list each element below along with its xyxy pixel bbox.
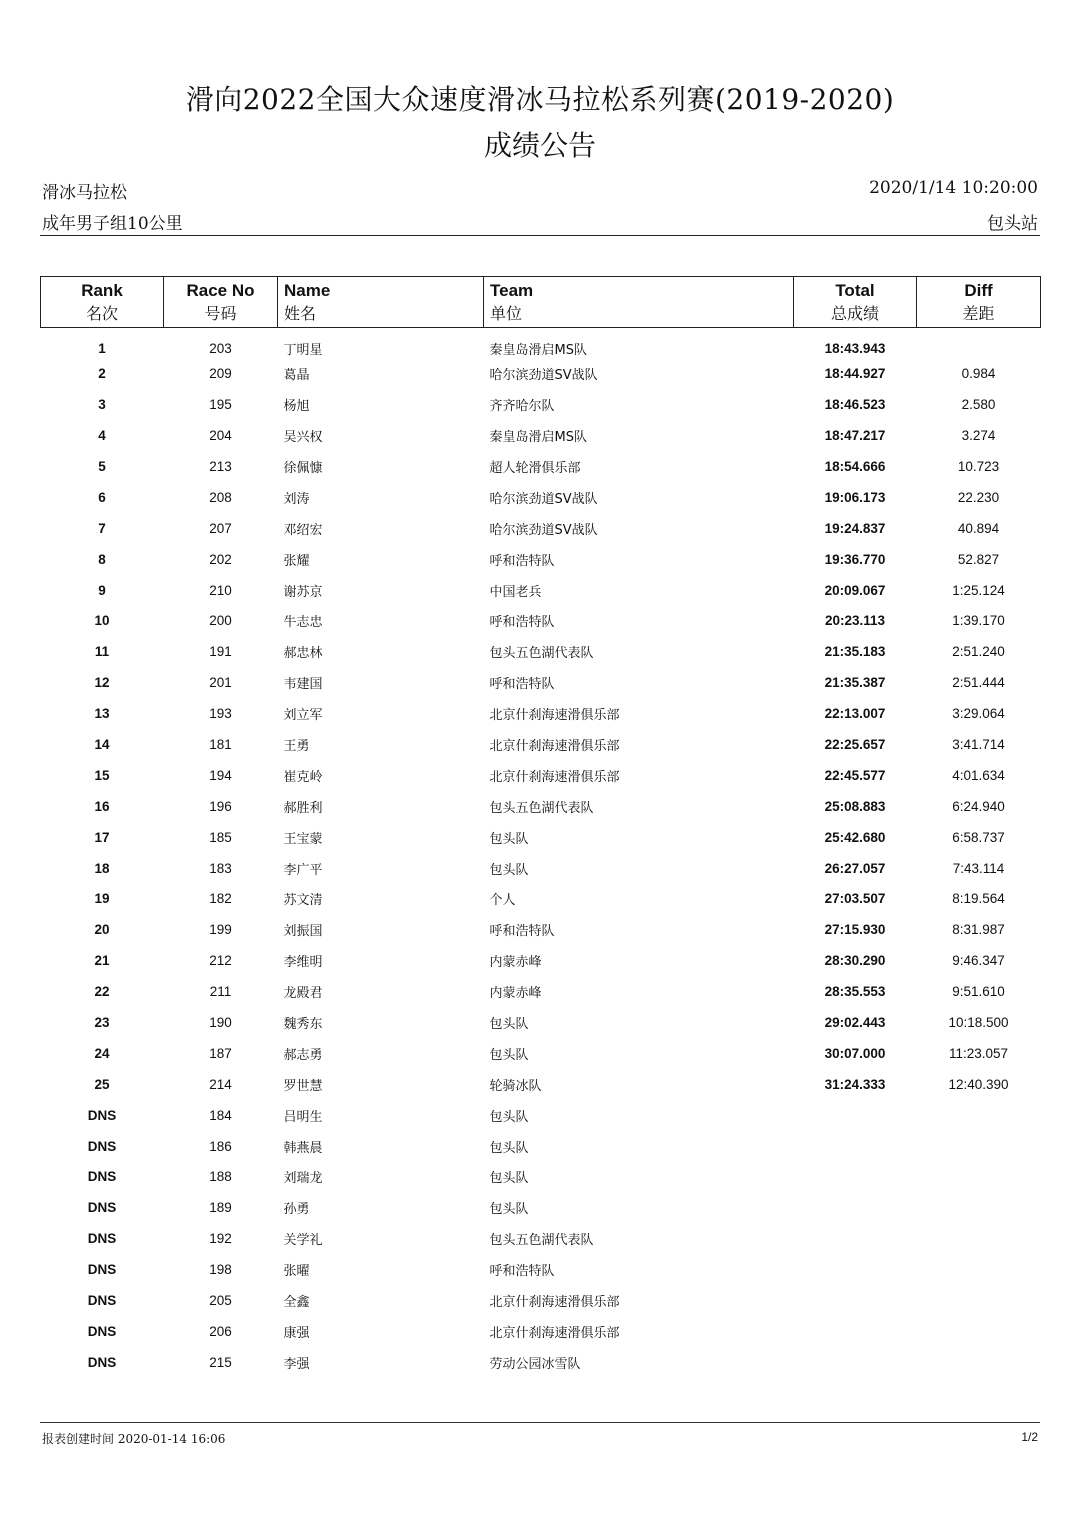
race-no-cell: 185: [209, 829, 232, 845]
name-cell: 杨旭: [283, 399, 310, 415]
team-cell: 呼和浩特队: [489, 615, 555, 631]
total-cell: 28:35.553: [824, 984, 886, 1000]
total-cell: 26:27.057: [824, 860, 886, 876]
rank-cell: DNS: [87, 1169, 117, 1185]
team-cell: 北京什刹海速滑俱乐部: [489, 739, 620, 755]
rank-cell: 13: [94, 706, 110, 722]
column-header-en: Name: [284, 281, 331, 300]
team-cell: 内蒙赤峰: [489, 986, 542, 1002]
diff-cell: [917, 1316, 1041, 1347]
team-cell: 齐齐哈尔队: [489, 399, 555, 415]
diff-cell: [917, 1347, 1041, 1378]
race-no-cell: 208: [209, 489, 232, 505]
total-cell: [794, 1223, 917, 1254]
rank-cell: 11: [94, 644, 110, 660]
diff-cell: 9:46.347: [952, 953, 1005, 969]
total-cell: 19:06.173: [824, 489, 886, 505]
total-cell: 25:08.883: [824, 798, 886, 814]
table-row: [41, 667, 1041, 698]
team-cell: 呼和浩特队: [489, 677, 555, 693]
rank-cell: 24: [94, 1045, 110, 1061]
team-cell: 包头队: [489, 1047, 529, 1063]
name-cell: 丁明星: [283, 342, 323, 358]
name-cell: 韩燕晨: [283, 1140, 323, 1156]
column-header-rank: [41, 277, 164, 328]
name-cell: 郝胜利: [283, 800, 323, 816]
name-cell: 吴兴权: [283, 430, 323, 446]
name-cell: 康强: [283, 1325, 310, 1341]
diff-cell: 6:24.940: [952, 798, 1005, 814]
footer-divider: [40, 1422, 1040, 1423]
team-cell: 包头队: [489, 1017, 529, 1033]
team-cell: 包头队: [489, 1171, 529, 1187]
rank-cell: 10: [94, 613, 110, 629]
race-no-cell: 196: [209, 798, 232, 814]
rank-cell: 7: [98, 520, 106, 536]
venue-name: 包头站: [987, 214, 1038, 234]
diff-cell: [917, 1223, 1041, 1254]
diff-cell: [917, 1131, 1041, 1162]
race-no-cell: 199: [209, 922, 232, 938]
rank-cell: 18: [94, 860, 110, 876]
header-divider: [40, 235, 1040, 236]
total-cell: [794, 1285, 917, 1316]
rank-cell: DNS: [87, 1231, 117, 1247]
race-no-cell: 209: [209, 366, 232, 382]
race-no-cell: 186: [209, 1138, 232, 1154]
table-row: [41, 1347, 1041, 1378]
race-no-cell: 204: [209, 428, 232, 444]
table-row: [41, 1100, 1041, 1131]
rank-cell: 2: [98, 366, 106, 382]
name-cell: 罗世慧: [283, 1078, 323, 1094]
race-no-cell: 215: [209, 1354, 232, 1370]
table-row: [41, 791, 1041, 822]
rank-cell: 20: [94, 922, 110, 938]
name-cell: 徐佩慷: [283, 461, 323, 476]
name-cell: 刘瑞龙: [283, 1171, 323, 1187]
name-cell: 王宝蒙: [283, 831, 323, 847]
table-row: [41, 822, 1041, 853]
race-no-cell: 189: [209, 1200, 232, 1216]
results-table-body: [41, 328, 1041, 1378]
table-row: [41, 513, 1041, 544]
team-cell: 包头队: [489, 1202, 529, 1218]
table-row: [41, 636, 1041, 667]
name-cell: 李广平: [283, 862, 323, 878]
table-row: [41, 358, 1041, 389]
total-cell: 22:13.007: [824, 706, 886, 722]
name-cell: 刘振国: [283, 924, 323, 940]
total-cell: 22:25.657: [824, 737, 886, 753]
total-cell: 19:36.770: [824, 551, 886, 567]
team-cell: 中国老兵: [489, 584, 542, 600]
race-no-cell: 210: [209, 582, 232, 598]
diff-cell: 1:39.170: [952, 613, 1005, 629]
team-cell: 包头队: [489, 1109, 529, 1125]
table-row: [41, 945, 1041, 976]
total-cell: 21:35.183: [824, 644, 886, 660]
team-cell: 哈尔滨劲道SV战队: [489, 368, 598, 384]
column-header-en: Team: [490, 281, 534, 300]
table-row: [41, 328, 1041, 359]
rank-cell: 16: [94, 798, 110, 814]
diff-cell: 52.827: [957, 551, 1000, 567]
diff-cell: 8:31.987: [952, 922, 1005, 938]
rank-cell: 8: [98, 551, 106, 567]
team-cell: 北京什刹海速滑俱乐部: [489, 1295, 620, 1311]
table-row: [41, 1254, 1041, 1285]
diff-cell: [917, 328, 1041, 359]
name-cell: 韦建国: [283, 677, 323, 693]
name-cell: 张耀: [283, 553, 310, 569]
total-cell: 20:23.113: [824, 613, 886, 629]
diff-cell: 0.984: [961, 366, 996, 382]
total-cell: 27:15.930: [824, 922, 886, 938]
rank-cell: 14: [94, 737, 110, 753]
team-cell: 哈尔滨劲道SV战队: [489, 522, 598, 538]
table-row: [41, 575, 1041, 606]
table-row: [41, 884, 1041, 915]
diff-cell: 4:01.634: [952, 767, 1005, 783]
race-no-cell: 194: [209, 767, 232, 783]
total-cell: 21:35.387: [824, 675, 886, 691]
results-table-header: [41, 277, 1041, 328]
race-no-cell: 200: [209, 613, 232, 629]
column-header-en: Rank: [81, 281, 123, 300]
team-cell: 包头五色湖代表队: [489, 1233, 594, 1249]
name-cell: 刘涛: [283, 491, 310, 507]
race-no-cell: 184: [209, 1107, 232, 1123]
total-cell: 19:24.837: [824, 520, 886, 536]
rank-cell: 15: [94, 767, 110, 783]
diff-cell: 2:51.240: [952, 644, 1005, 660]
diff-cell: [917, 1254, 1041, 1285]
team-cell: 北京什刹海速滑俱乐部: [489, 1325, 620, 1341]
race-no-cell: 205: [209, 1293, 232, 1309]
rank-cell: 6: [98, 489, 106, 505]
name-cell: 郝忠林: [283, 646, 323, 662]
team-cell: 超人轮滑俱乐部: [489, 461, 581, 476]
event-name: 滑冰马拉松: [42, 183, 127, 203]
rank-cell: DNS: [87, 1107, 117, 1123]
diff-cell: 3:41.714: [952, 737, 1005, 753]
team-cell: 秦皇岛滑启MS队: [489, 342, 587, 358]
team-cell: 呼和浩特队: [489, 553, 555, 569]
column-header-total: [794, 277, 917, 328]
name-cell: 孙勇: [283, 1202, 310, 1218]
total-cell: 22:45.577: [824, 767, 886, 783]
team-cell: 包头队: [489, 1140, 529, 1156]
race-no-cell: 181: [209, 737, 232, 753]
name-cell: 龙殿君: [283, 986, 323, 1002]
rank-cell: 22: [94, 984, 110, 1000]
race-no-cell: 201: [209, 675, 232, 691]
team-cell: 北京什刹海速滑俱乐部: [489, 769, 620, 785]
total-cell: 29:02.443: [824, 1015, 886, 1031]
race-no-cell: 198: [209, 1262, 232, 1278]
rank-cell: 12: [94, 675, 110, 691]
name-cell: 张曜: [283, 1264, 310, 1280]
race-no-cell: 188: [209, 1169, 232, 1185]
table-row: [41, 914, 1041, 945]
race-no-cell: 214: [209, 1076, 232, 1092]
diff-cell: [917, 1100, 1041, 1131]
diff-cell: 2:51.444: [952, 675, 1005, 691]
column-header-diff: [917, 277, 1041, 328]
team-cell: 北京什刹海速滑俱乐部: [489, 708, 620, 724]
race-no-cell: 191: [209, 644, 232, 660]
name-cell: 全鑫: [283, 1295, 310, 1311]
race-no-cell: 206: [209, 1323, 232, 1339]
rank-cell: 25: [94, 1076, 110, 1092]
column-header-zh: 号码: [204, 304, 237, 323]
total-cell: 18:47.217: [824, 428, 886, 444]
name-cell: 关学礼: [283, 1233, 323, 1249]
column-header-zh: 姓名: [284, 304, 317, 323]
race-no-cell: 187: [209, 1045, 232, 1061]
table-row: [41, 1223, 1041, 1254]
rank-cell: 19: [94, 891, 110, 907]
table-row: [41, 451, 1041, 482]
team-cell: 呼和浩特队: [489, 924, 555, 940]
table-row: [41, 1069, 1041, 1100]
team-cell: 个人: [489, 893, 516, 909]
rank-cell: 1: [98, 340, 106, 356]
table-row: [41, 853, 1041, 884]
column-header-zh: 单位: [490, 304, 523, 323]
table-row: [41, 544, 1041, 575]
rank-cell: 3: [98, 397, 106, 413]
race-no-cell: 211: [209, 984, 232, 1000]
report-created-time: 报表创建时间 2020-01-14 16:06: [42, 1432, 226, 1446]
diff-cell: 11:23.057: [948, 1045, 1009, 1061]
total-cell: [794, 1162, 917, 1193]
results-table: [40, 276, 1041, 1378]
total-cell: 18:43.943: [824, 340, 886, 356]
team-cell: 包头五色湖代表队: [489, 800, 594, 816]
table-row: [41, 1192, 1041, 1223]
rank-cell: 4: [98, 428, 106, 444]
diff-cell: [917, 1285, 1041, 1316]
race-no-cell: 207: [209, 520, 232, 536]
total-cell: 18:54.666: [824, 459, 886, 474]
diff-cell: 10:18.500: [948, 1015, 1009, 1031]
team-cell: 劳动公园冰雪队: [489, 1356, 581, 1372]
diff-cell: 22.230: [957, 489, 1000, 505]
diff-cell: 9:51.610: [952, 984, 1005, 1000]
document-title: 滑向2022全国大众速度滑冰马拉松系列赛(2019-2020): [185, 83, 895, 116]
total-cell: 28:30.290: [824, 953, 886, 969]
name-cell: 苏文清: [283, 893, 323, 909]
total-cell: [794, 1100, 917, 1131]
total-cell: 18:44.927: [824, 366, 886, 382]
diff-cell: 3.274: [961, 428, 996, 444]
table-row: [41, 606, 1041, 637]
table-row: [41, 1316, 1041, 1347]
table-row: [41, 1162, 1041, 1193]
report-datetime: 2020/1/14 10:20:00: [869, 178, 1038, 198]
rank-cell: 9: [98, 582, 106, 598]
table-row: [41, 482, 1041, 513]
total-cell: 25:42.680: [824, 829, 886, 845]
total-cell: 18:46.523: [824, 397, 886, 413]
name-cell: 崔克岭: [283, 769, 323, 785]
document-subtitle: 成绩公告: [483, 129, 596, 162]
column-header-name: [278, 277, 484, 328]
team-cell: 哈尔滨劲道SV战队: [489, 491, 598, 507]
table-row: [41, 1007, 1041, 1038]
column-header-en: Race No: [186, 281, 255, 300]
diff-cell: 3:29.064: [952, 706, 1005, 722]
column-header-race-no: [164, 277, 278, 328]
team-cell: 内蒙赤峰: [489, 955, 542, 971]
diff-cell: 2.580: [961, 397, 996, 413]
rank-cell: 23: [94, 1015, 110, 1031]
team-cell: 包头队: [489, 862, 529, 878]
team-cell: 秦皇岛滑启MS队: [489, 430, 587, 446]
name-cell: 牛志忠: [283, 615, 323, 631]
name-cell: 李强: [283, 1356, 310, 1372]
diff-cell: 6:58.737: [952, 829, 1005, 845]
rank-cell: 17: [94, 829, 110, 845]
name-cell: 王勇: [283, 739, 310, 755]
table-row: [41, 698, 1041, 729]
total-cell: [794, 1131, 917, 1162]
name-cell: 郝志勇: [283, 1047, 323, 1063]
table-row: [41, 389, 1041, 420]
column-header-zh: 差距: [962, 304, 995, 323]
rank-cell: DNS: [87, 1323, 117, 1339]
table-row: [41, 1038, 1041, 1069]
race-no-cell: 195: [209, 397, 232, 413]
race-no-cell: 213: [209, 459, 232, 474]
name-cell: 魏秀东: [283, 1017, 323, 1033]
table-row: [41, 729, 1041, 760]
race-no-cell: 190: [209, 1015, 232, 1031]
rank-cell: 21: [94, 953, 110, 969]
race-no-cell: 193: [209, 706, 232, 722]
diff-cell: [917, 1192, 1041, 1223]
total-cell: 30:07.000: [824, 1045, 886, 1061]
rank-cell: DNS: [87, 1138, 117, 1154]
diff-cell: 40.894: [957, 520, 1000, 536]
diff-cell: 10.723: [957, 459, 1000, 474]
page-number: 1/2: [1021, 1430, 1038, 1444]
total-cell: [794, 1347, 917, 1378]
race-no-cell: 203: [209, 340, 232, 356]
name-cell: 刘立军: [283, 708, 323, 724]
total-cell: 20:09.067: [824, 582, 886, 598]
table-row: [41, 420, 1041, 451]
rank-cell: DNS: [87, 1200, 117, 1216]
team-cell: 包头队: [489, 831, 529, 847]
diff-cell: [917, 1162, 1041, 1193]
rank-cell: DNS: [87, 1262, 117, 1278]
column-header-zh: 名次: [85, 304, 118, 323]
race-no-cell: 182: [209, 891, 232, 907]
column-header-en: Total: [835, 281, 875, 300]
name-cell: 吕明生: [283, 1109, 323, 1125]
table-row: [41, 1131, 1041, 1162]
name-cell: 葛晶: [283, 368, 310, 384]
column-header-team: [484, 277, 794, 328]
rank-cell: DNS: [87, 1293, 117, 1309]
diff-cell: 7:43.114: [952, 860, 1005, 876]
column-header-zh: 总成绩: [830, 304, 879, 323]
diff-cell: 1:25.124: [952, 582, 1005, 598]
column-header-en: Diff: [964, 281, 993, 300]
team-cell: 包头五色湖代表队: [489, 646, 594, 662]
team-cell: 轮骑冰队: [489, 1078, 542, 1094]
total-cell: 27:03.507: [824, 891, 886, 907]
team-cell: 呼和浩特队: [489, 1264, 555, 1280]
rank-cell: DNS: [87, 1354, 117, 1370]
table-row: [41, 760, 1041, 791]
name-cell: 谢苏京: [283, 584, 323, 600]
race-no-cell: 192: [209, 1231, 232, 1247]
category-name: 成年男子组10公里: [42, 214, 183, 234]
total-cell: [794, 1192, 917, 1223]
race-no-cell: 202: [209, 551, 232, 567]
race-no-cell: 183: [209, 860, 232, 876]
name-cell: 邓绍宏: [283, 522, 323, 538]
race-no-cell: 212: [209, 953, 232, 969]
total-cell: 31:24.333: [824, 1076, 886, 1092]
table-row: [41, 976, 1041, 1007]
total-cell: [794, 1254, 917, 1285]
name-cell: 李维明: [283, 955, 323, 971]
diff-cell: 8:19.564: [952, 891, 1005, 907]
total-cell: [794, 1316, 917, 1347]
table-row: [41, 1285, 1041, 1316]
rank-cell: 5: [98, 459, 106, 474]
diff-cell: 12:40.390: [948, 1076, 1009, 1092]
